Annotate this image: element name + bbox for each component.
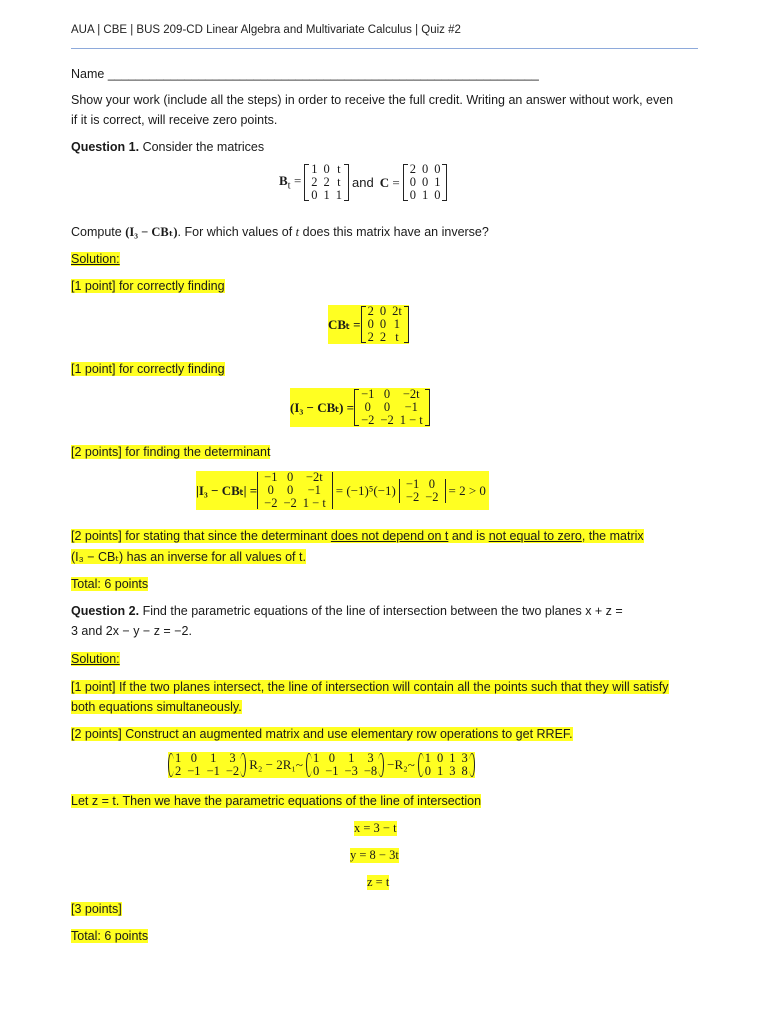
aug2-cell: −1 xyxy=(325,764,339,778)
i3-cell: −2t xyxy=(402,387,420,401)
q2-prompt-text: Find the parametric equations of the line of intersection between the two planes x + z = xyxy=(142,604,623,618)
cbt-cell: 0 xyxy=(379,304,387,318)
cbt-cell: t xyxy=(395,330,399,344)
bt-label: B xyxy=(279,173,288,189)
matrix-bt xyxy=(304,163,349,202)
instructions-line-2: if it is correct, will receive zero points. xyxy=(71,113,278,127)
aug3-row xyxy=(422,765,471,778)
bt-cell: t xyxy=(337,175,341,189)
step4-b: does not depend on t xyxy=(330,529,449,543)
bt-row xyxy=(308,189,345,202)
q2-total: Total: 6 points xyxy=(71,929,149,943)
q2-label: Question 2. xyxy=(71,604,140,618)
q1-matrices: $B_t$ = 1 0 t 2 2 t 0 1 1 and C = 2 0 0 0 0 1 0 1 0 xyxy=(276,163,447,202)
aug2-cell: 1 xyxy=(348,751,355,765)
q1-step1: [1 point] for correctly finding xyxy=(71,279,225,293)
i3-cell: 0 xyxy=(383,387,391,401)
step4-a: [2 points] for stating that since the determinant xyxy=(71,529,328,543)
aug1-cell: 1 xyxy=(210,751,217,765)
det-cell: 0 xyxy=(267,483,274,497)
det-end: = 2 > 0 xyxy=(448,482,486,498)
bt-cell: 1 xyxy=(323,188,330,202)
aug2-cell: 0 xyxy=(312,764,320,778)
eq-y: y = 8 − 3t xyxy=(350,848,399,862)
minor-row xyxy=(403,478,442,491)
det-label: |I₃ − CBₜ| = xyxy=(196,482,258,498)
q2-prompt-line2: 3 and 2x − y − z = −2. xyxy=(71,624,192,638)
compute-post: . For which values of xyxy=(177,225,293,239)
minor-cell: 0 xyxy=(428,476,435,491)
aug1-cell: 3 xyxy=(229,751,236,765)
det-cell: −2 xyxy=(264,496,278,510)
aug2-cell: −3 xyxy=(344,764,358,778)
det-equation xyxy=(196,471,489,510)
q2-points: [3 points] xyxy=(71,902,122,916)
c-cell: 1 xyxy=(434,175,441,189)
det-cell: −2t xyxy=(305,470,323,484)
i3-cell: 0 xyxy=(364,400,371,414)
q1-step2: [1 point] for correctly finding xyxy=(71,362,225,376)
aug3-cell: 0 xyxy=(424,764,431,778)
q2-let: Let z = t. Then we have the parametric equations of the line of intersection xyxy=(71,794,482,808)
c-label: C xyxy=(379,174,390,190)
row-op-1: R₂ − 2R₁~ xyxy=(249,757,303,772)
det-mid: = (−1)⁵(−1) xyxy=(335,482,396,498)
compute-pre: Compute xyxy=(71,225,122,239)
compute-end: does this matrix have an inverse? xyxy=(302,225,489,239)
minor-row xyxy=(403,491,442,504)
bt-cell: 0 xyxy=(323,162,330,176)
q1-prompt-text: Consider the matrices xyxy=(142,140,265,154)
q1-label: Question 1. xyxy=(71,140,140,154)
aug1-cell: −1 xyxy=(187,764,201,778)
aug2-cell: 0 xyxy=(328,751,335,765)
matrix-i3 xyxy=(354,388,430,427)
step4-d: not equal to zero xyxy=(488,529,582,543)
c-cell: 0 xyxy=(409,188,416,202)
det-cell: −1 xyxy=(264,470,278,484)
compute-var: t xyxy=(295,225,300,239)
q1-compute xyxy=(71,224,489,240)
i3-cell: 1 − t xyxy=(399,413,423,427)
eq-z: z = t xyxy=(367,875,390,889)
cbt-cell: 0 xyxy=(367,317,374,331)
i3-cell: −1 xyxy=(361,387,375,401)
det-cell: 0 xyxy=(286,483,294,497)
q1-total: Total: 6 points xyxy=(71,577,149,591)
c-cell: 0 xyxy=(409,175,416,189)
cbt-equation xyxy=(328,305,409,344)
i3-cell: −1 xyxy=(404,400,418,414)
i3-cell: −2 xyxy=(361,413,375,427)
det-matrix xyxy=(257,471,333,510)
row-op-2: −R₂~ xyxy=(387,757,415,772)
bt-cell: 0 xyxy=(311,188,318,202)
aug3-cell: 0 xyxy=(436,751,444,765)
c-cell: 0 xyxy=(421,175,429,189)
c-cell: 1 xyxy=(421,188,429,202)
minor-cell: −2 xyxy=(405,489,420,504)
step4-c: and is xyxy=(451,529,486,543)
det-cell: 0 xyxy=(286,470,294,484)
cbt-label: CBₜ = xyxy=(328,316,361,332)
bt-sub: t xyxy=(287,179,291,192)
and-text: and xyxy=(352,175,374,190)
bt-cell: t xyxy=(337,162,341,176)
header-rule xyxy=(71,48,698,49)
det-cell: 1 − t xyxy=(302,496,326,510)
bt-cell: 1 xyxy=(335,188,343,202)
i3-label: (I₃ − CBₜ) = xyxy=(290,399,355,415)
aug1-row xyxy=(172,765,242,778)
aug2-cell: 3 xyxy=(367,751,374,765)
cbt-cell: 1 xyxy=(393,317,401,331)
aug3-cell: 3 xyxy=(449,764,456,778)
aug1-cell: −2 xyxy=(225,764,240,778)
det-cell: −2 xyxy=(283,496,297,510)
i3-cell: 0 xyxy=(383,400,391,414)
minor-cell: −2 xyxy=(425,489,439,504)
aug3-cell: 1 xyxy=(449,751,456,765)
i3-row xyxy=(358,414,426,427)
det-cell: −1 xyxy=(307,483,321,497)
det-row xyxy=(261,497,329,510)
matrix-c xyxy=(403,163,448,202)
q2-solution: Solution: xyxy=(71,652,120,666)
aug-matrix-1 xyxy=(168,752,246,778)
c-cell: 2 xyxy=(409,162,416,176)
minor-cell: −1 xyxy=(405,476,420,491)
aug2-cell: −8 xyxy=(363,764,378,778)
bt-cell: 2 xyxy=(323,175,330,189)
instructions-line-1: Show your work (include all the steps) in order to receive the full credit. Writing an answer without work, even xyxy=(71,93,674,107)
aug3-cell: 8 xyxy=(461,764,468,778)
step4-e: , the matrix xyxy=(581,529,644,543)
cbt-cell: 2 xyxy=(367,330,374,344)
i3-equation xyxy=(290,388,430,427)
aug1-cell: 1 xyxy=(175,751,182,765)
eq-x: x = 3 − t xyxy=(354,821,397,835)
aug-matrix-3 xyxy=(418,752,475,778)
aug3-cell: 1 xyxy=(424,751,431,765)
aug2-cell: 1 xyxy=(312,751,320,765)
row-reduction xyxy=(168,752,475,778)
compute-expr: (I₃ − CBₜ) xyxy=(125,225,178,239)
c-cell: 0 xyxy=(434,188,441,202)
aug1-cell: −1 xyxy=(206,764,220,778)
aug3-cell: 1 xyxy=(436,764,444,778)
q2-step1-line2: both equations simultaneously. xyxy=(71,700,242,714)
bt-cell: 2 xyxy=(311,175,318,189)
matrix-cbt xyxy=(361,305,409,344)
q2-step2: [2 points] Construct an augmented matrix and use elementary row operations to get RREF. xyxy=(71,727,573,741)
q1-solution: Solution: xyxy=(71,252,120,266)
aug2-row xyxy=(310,765,380,778)
cbt-cell: 2 xyxy=(379,330,387,344)
q1-step4-line2: (I₃ − CBₜ) has an inverse for all values of t. xyxy=(71,550,306,564)
page-header: AUA | CBE | BUS 209-CD Linear Algebra and Multivariate Calculus | Quiz #2 xyxy=(71,24,461,36)
aug3-cell: 3 xyxy=(461,751,468,765)
q2-prompt-line1 xyxy=(71,604,623,618)
aug1-cell: 0 xyxy=(190,751,198,765)
cbt-cell: 2 xyxy=(367,304,374,318)
c-cell: 0 xyxy=(434,162,441,176)
cbt-row xyxy=(365,331,405,344)
bt-cell: 1 xyxy=(311,162,318,176)
aug1-cell: 2 xyxy=(175,764,182,778)
name-line: Name ______________________________________________________________ xyxy=(71,67,539,81)
cbt-cell: 2t xyxy=(392,304,402,318)
aug-matrix-2 xyxy=(306,752,384,778)
c-row xyxy=(407,189,444,202)
det-minor xyxy=(399,478,446,504)
q1-step4-line1 xyxy=(71,529,644,543)
q1-prompt xyxy=(71,140,264,154)
cbt-cell: 0 xyxy=(379,317,387,331)
c-cell: 0 xyxy=(421,162,429,176)
q1-step3: [2 points] for finding the determinant xyxy=(71,445,271,459)
q2-step1-line1: [1 point] If the two planes intersect, the line of intersection will contain all the points such that they will satisfy xyxy=(71,680,669,694)
i3-cell: −2 xyxy=(380,413,394,427)
